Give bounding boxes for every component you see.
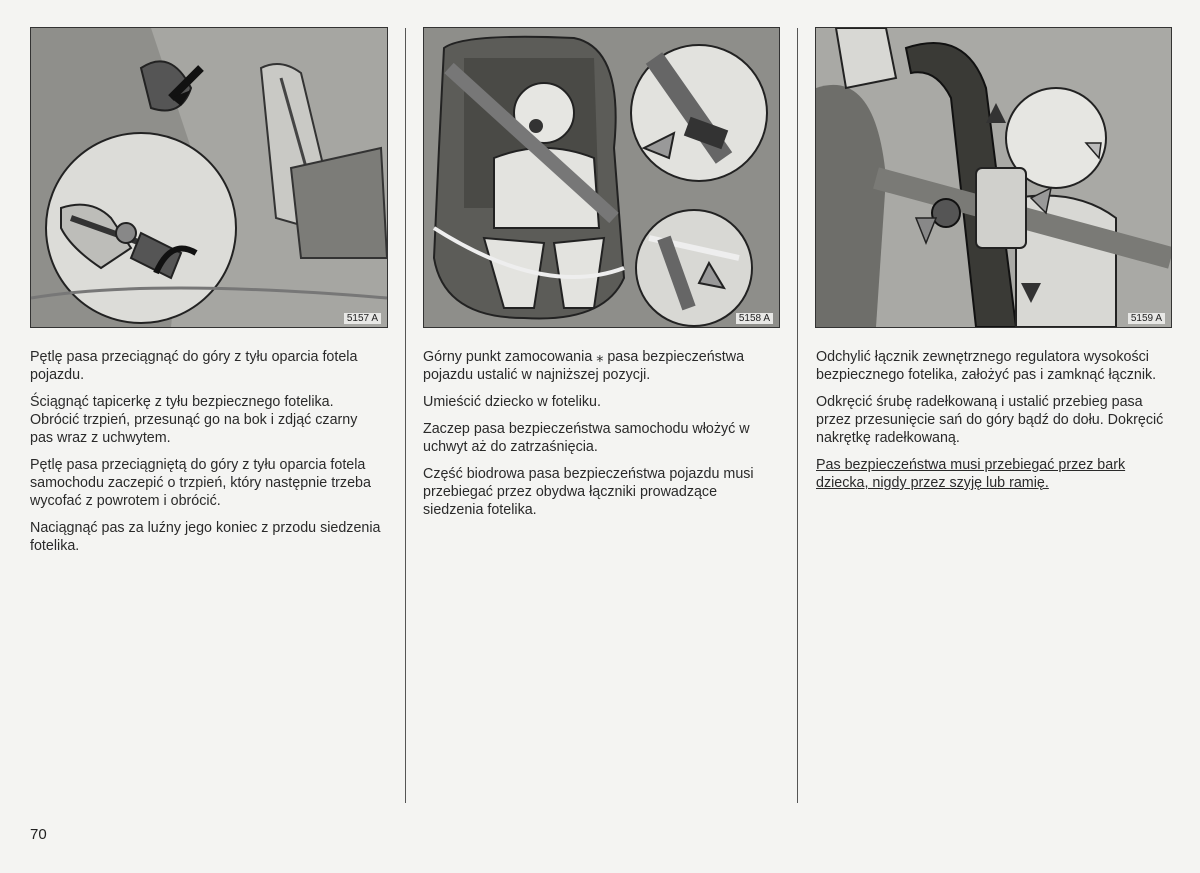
paragraph: Pętlę pasa przeciągniętą do góry z tyłu oparcia fotela samochodu zaczepić o trzpień, który następnie trzeba wycofać z powrotem i obrócić. bbox=[30, 457, 371, 509]
paragraph: Odkręcić śrubę radełkowaną i ustalić przebieg pasa przez przesunięcie sań do góry bądź do dołu. Dokręcić nakrętkę radełkowaną. bbox=[816, 394, 1164, 446]
paragraph: Pętlę pasa przeciągnąć do góry z tyłu oparcia fotela pojazdu. bbox=[30, 349, 358, 383]
illustration-seat-back-hook bbox=[30, 27, 388, 328]
column-3-text bbox=[816, 348, 1168, 501]
paragraph: Ściągnąć tapicerkę z tyłu bezpiecznego fotelika. Obrócić trzpień, przesunąć go na bok i zdjąć czarny pas wraz z uchwytem. bbox=[30, 394, 358, 446]
child-seat-drawing bbox=[424, 28, 779, 327]
figure-code: 5157 A bbox=[344, 313, 381, 324]
paragraph: Część biodrowa pasa bezpieczeństwa pojazdu musi przebiegać przez obydwa łączniki prowadzące siedzenia fotelika. bbox=[423, 466, 754, 518]
page-number: 70 bbox=[30, 826, 47, 843]
column-1-text bbox=[30, 348, 382, 564]
paragraph: Naciągnąć pas za luźny jego koniec z przodu siedzenia fotelika. bbox=[30, 520, 381, 554]
illustration-child-in-seat bbox=[423, 27, 780, 328]
seat-back-drawing bbox=[31, 28, 387, 327]
warning-text: Pas bezpieczeństwa musi przebiegać przez bark dziecka, nigdy przez szyję lub ramię. bbox=[816, 457, 1126, 491]
warning-note bbox=[816, 456, 1168, 492]
column-2-text bbox=[423, 348, 775, 528]
paragraph: Zaczep pasa bezpieczeństwa samochodu włożyć w uchwyt aż do zatrzaśnięcia. bbox=[423, 421, 750, 455]
figure-code: 5159 A bbox=[1128, 313, 1165, 324]
paragraph: Odchylić łącznik zewnętrznego regulatora wysokości bezpiecznego fotelika, założyć pas i zamknąć łącznik. bbox=[816, 349, 1157, 383]
column-divider bbox=[797, 28, 798, 803]
paragraph: Górny punkt zamocowania ⁎ pasa bezpieczeństwa pojazdu ustalić w najniższej pozycji. bbox=[423, 349, 745, 383]
column-divider bbox=[405, 28, 406, 803]
illustration-belt-height-adjuster bbox=[815, 27, 1172, 328]
paragraph: Umieścić dziecko w foteliku. bbox=[423, 394, 601, 410]
height-adjuster-drawing bbox=[816, 28, 1171, 327]
figure-code: 5158 A bbox=[736, 313, 773, 324]
